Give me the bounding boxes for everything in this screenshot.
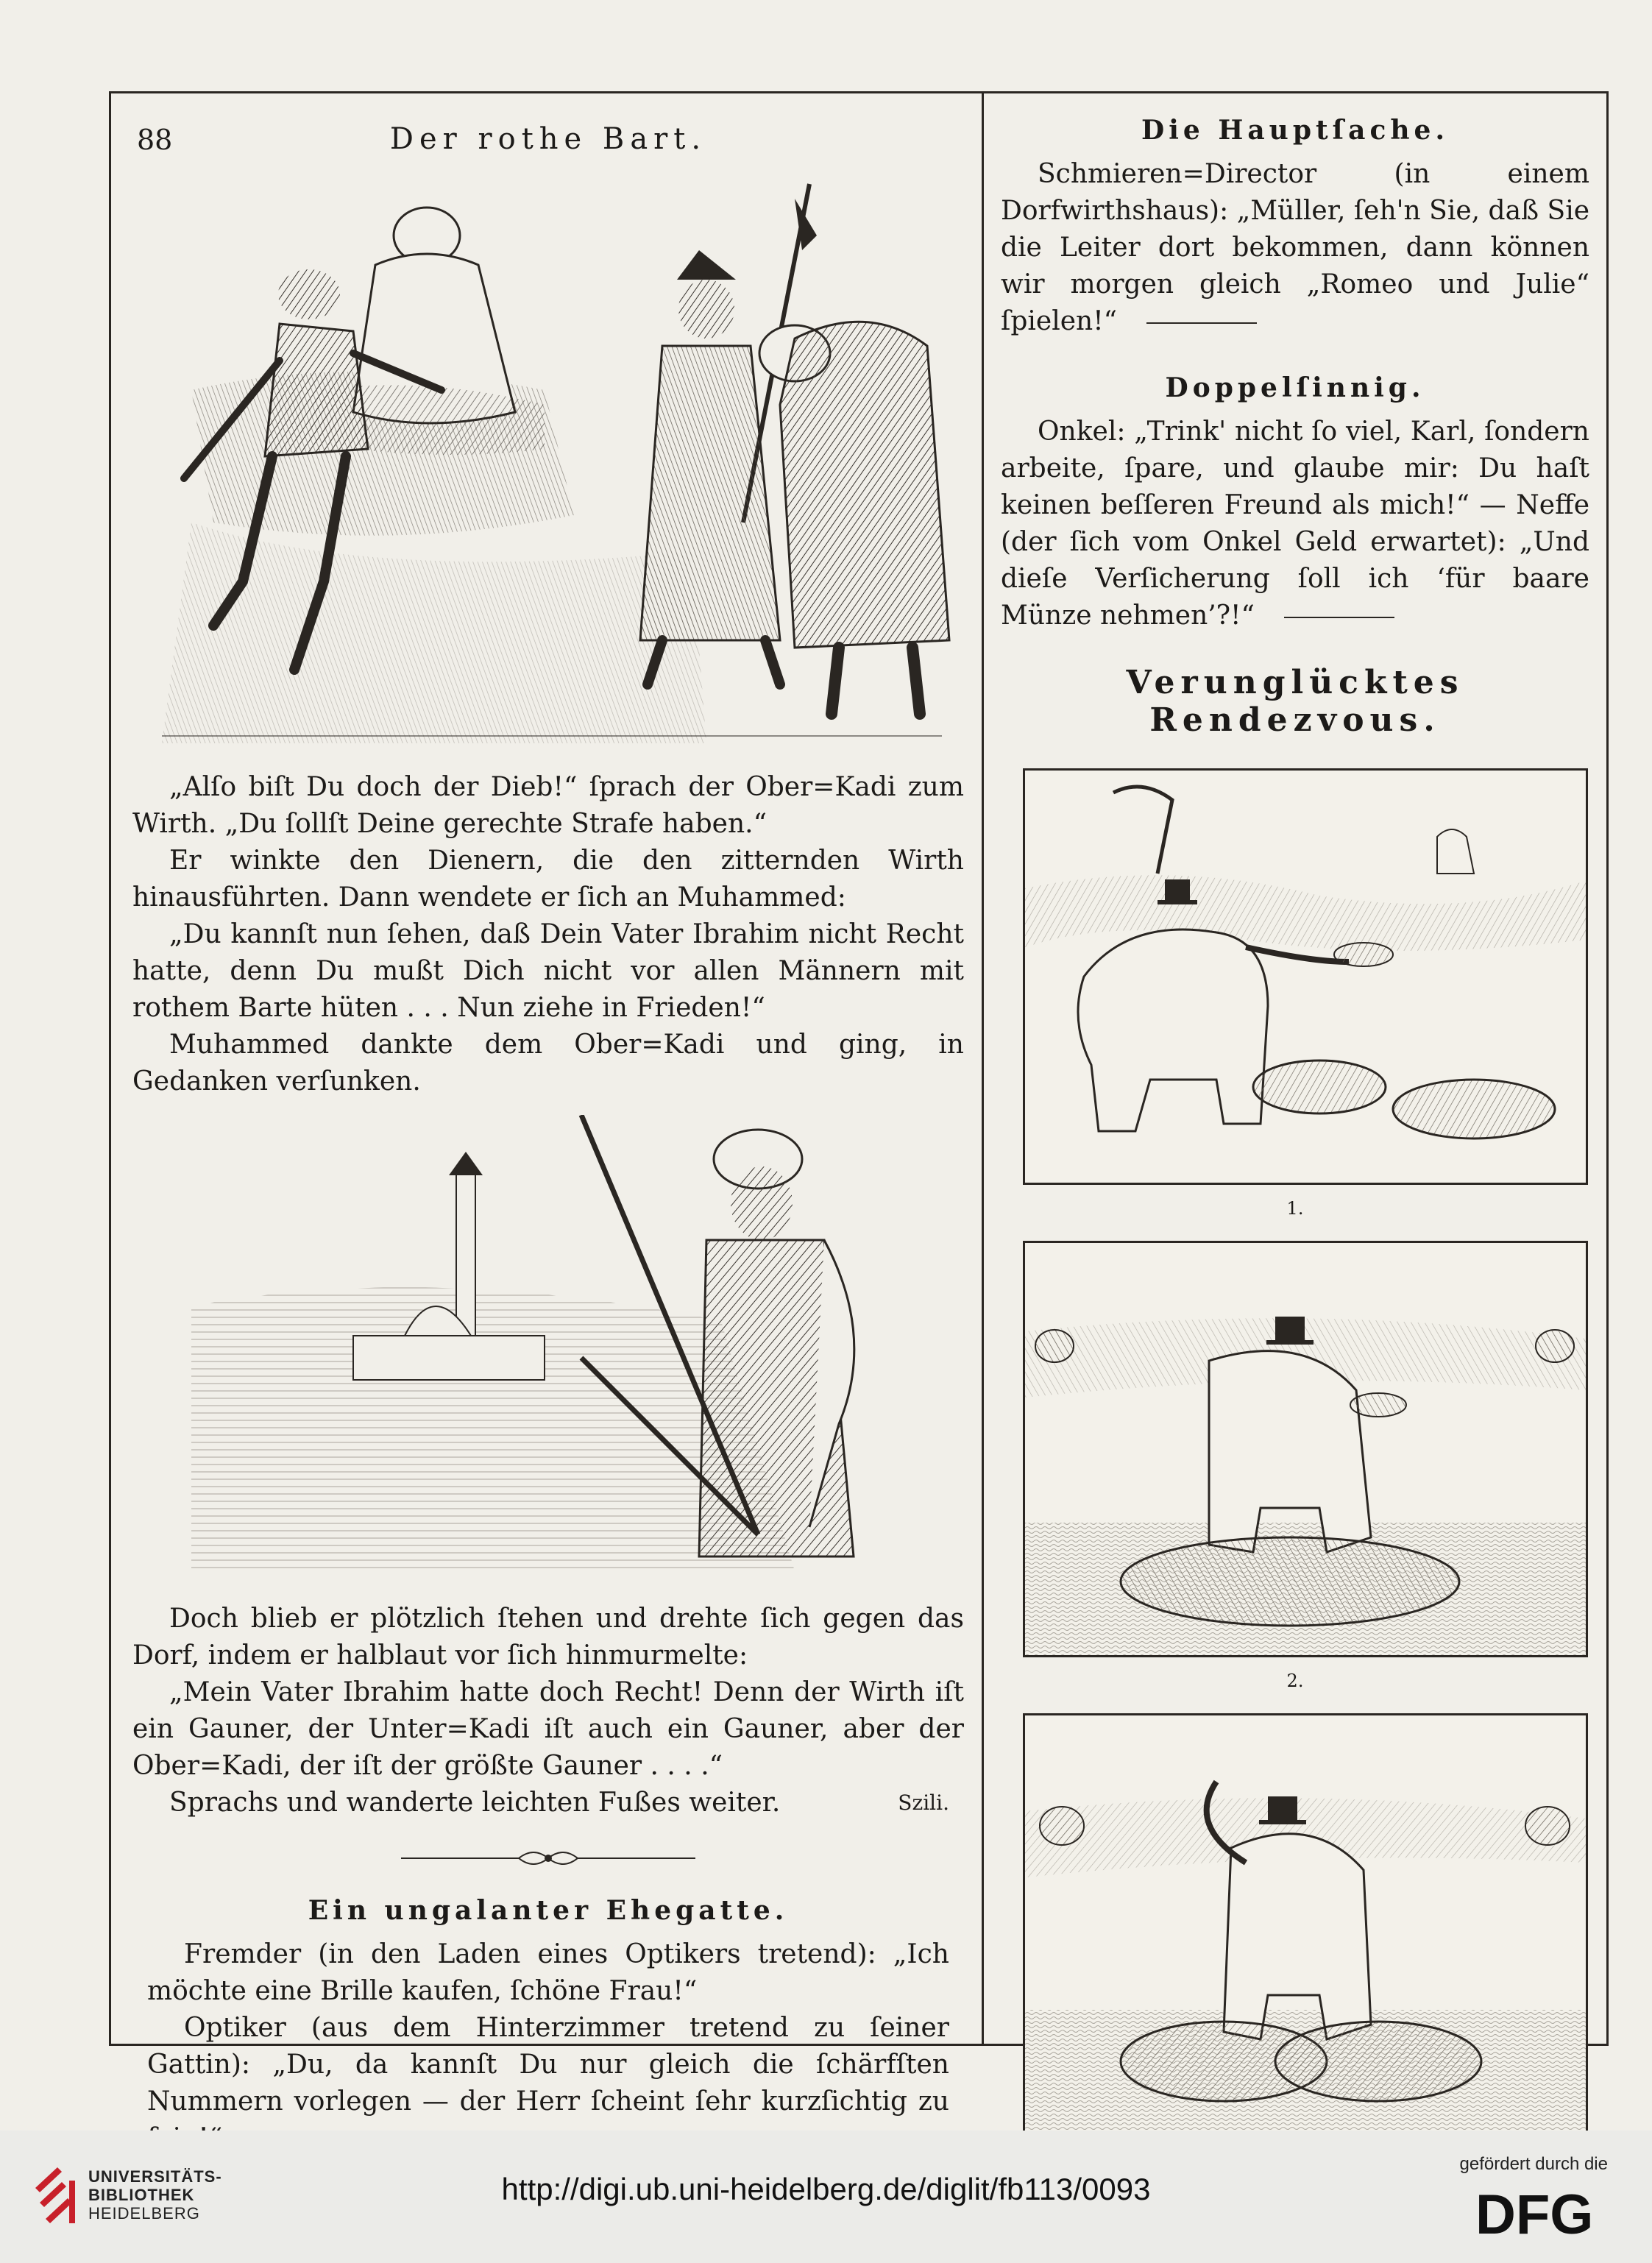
running-title: Der rothe Bart. [389,122,707,156]
cartoon-panel-2 [1023,1241,1588,1657]
story-paragraph: Er winkte den Dienern, die den zitternden Wirth hinausführten. Dann wendete er ſich an Muhammed: [132,846,964,913]
story-paragraph: Sprachs und wanderte leichten Fußes weiter. [169,1788,781,1818]
anecdote-paragraph: Optiker (aus dem Hinterzimmer tretend zu ſeiner Gattin): „Du, da kannſt Du nur gleich die ſchärfſten Nummern vorlegen — der Herr ſcheint ſehr kurzſichtig zu [147,2013,949,2117]
viewer-footer [0,2131,1652,2263]
panel-number: 2. [1286,1671,1304,1691]
cartoon-title: Verunglücktes Rendezvous. [1126,664,1464,739]
left-column [132,110,964,2179]
panel-number: 1. [1286,1198,1304,1219]
dfg-logo-text: DFG [1475,2188,1594,2239]
library-line: UNIVERSITÄTS- [88,2167,222,2186]
page-header [132,110,964,169]
permalink-url[interactable]: http://digi.ub.uni-heidelberg.de/diglit/fb113/0093 [501,2172,1151,2206]
library-line: BIBLIOTHEK [88,2186,195,2204]
cartoon-panel-3 [1023,1713,1588,2137]
joke-title: Die Hauptſache. [1141,115,1449,146]
illustration-court-scene [132,169,964,751]
joke-text [1001,414,1589,634]
author-signature: Szili. [898,1791,949,1815]
library-line: HEIDELBERG [88,2204,200,2223]
story-paragraph: Muhammed dankte dem Ober=Kadi und ging, in Gedanken verſunken. [132,1030,964,1097]
anecdote-paragraph: Fremder (in den Laden eines Optikers tretend): „Ich möchte eine Brille kaufen, ſchöne Frau!“ [147,1939,949,2006]
joke-body: Schmieren=Director (in einem Dorfwirthshaus): „Müller, ſeh'n Sie, daß Sie die Leiter dort bekommen, dann können wir morgen gleich „Romeo und Julie“ ſpielen!“ [1001,159,1590,336]
story-part-1 [132,769,964,1100]
story-paragraph: „Mein Vater Ibrahim hatte doch Recht! Denn der Wirth iſt ein Gauner, der Unter=Kadi iſt auch ein Gauner, aber der Ober=Kadi, der iſt der größte Gauner . . . .“ [132,1677,964,1781]
illustration-muhammed-walking [132,1115,964,1586]
dfg-logo-icon [1475,2188,1608,2239]
story-paragraph: „Du kannſt nun ſehen, daß Dein Vater Ibrahim nicht Recht hatte, denn Du mußt Dich nicht vor allen Männern mit rothem Barte hüten . . . Nun ziehe in Frieden!“ [132,919,964,1023]
joke-title: Doppelſinnig. [1165,372,1425,403]
separator-rule [1284,617,1394,618]
separator-rule [1146,322,1257,324]
story-paragraph: Doch blieb er plötzlich ſtehen und drehte ſich gegen das Dorf, indem er halblaut vor ſich hinmurmelte: [132,1604,964,1671]
story-part-2 [132,1601,964,1821]
joke-text [1001,156,1589,340]
anecdote-title: Ein ungalanter Ehegatte. [308,1895,789,1926]
page-number: 88 [137,124,173,156]
funding-note: gefördert durch die [1459,2154,1608,2174]
right-column [1001,110,1589,2193]
story-paragraph: „Alſo biſt Du doch der Dieb!“ ſprach der Ober=Kadi zum Wirth. „Du ſollſt Deine gerechte Strafe haben.“ [132,772,964,839]
joke-body: Onkel: „Trink' nicht ſo viel, Karl, ſondern arbeite, ſpare, und glaube mir: Du haſt keinen beſſeren Freund als mich!“ — Neffe (der ſich vom Onkel Geld erwartet): „Und dieſe Verſicherung ſoll ich ‘für baare Münze nehmen’?!“ [1001,417,1589,631]
anecdote-ungalant [132,1895,964,2169]
ornament-divider [394,1844,703,1873]
cartoon-panel-1 [1023,768,1588,1185]
column-divider [982,91,984,2044]
